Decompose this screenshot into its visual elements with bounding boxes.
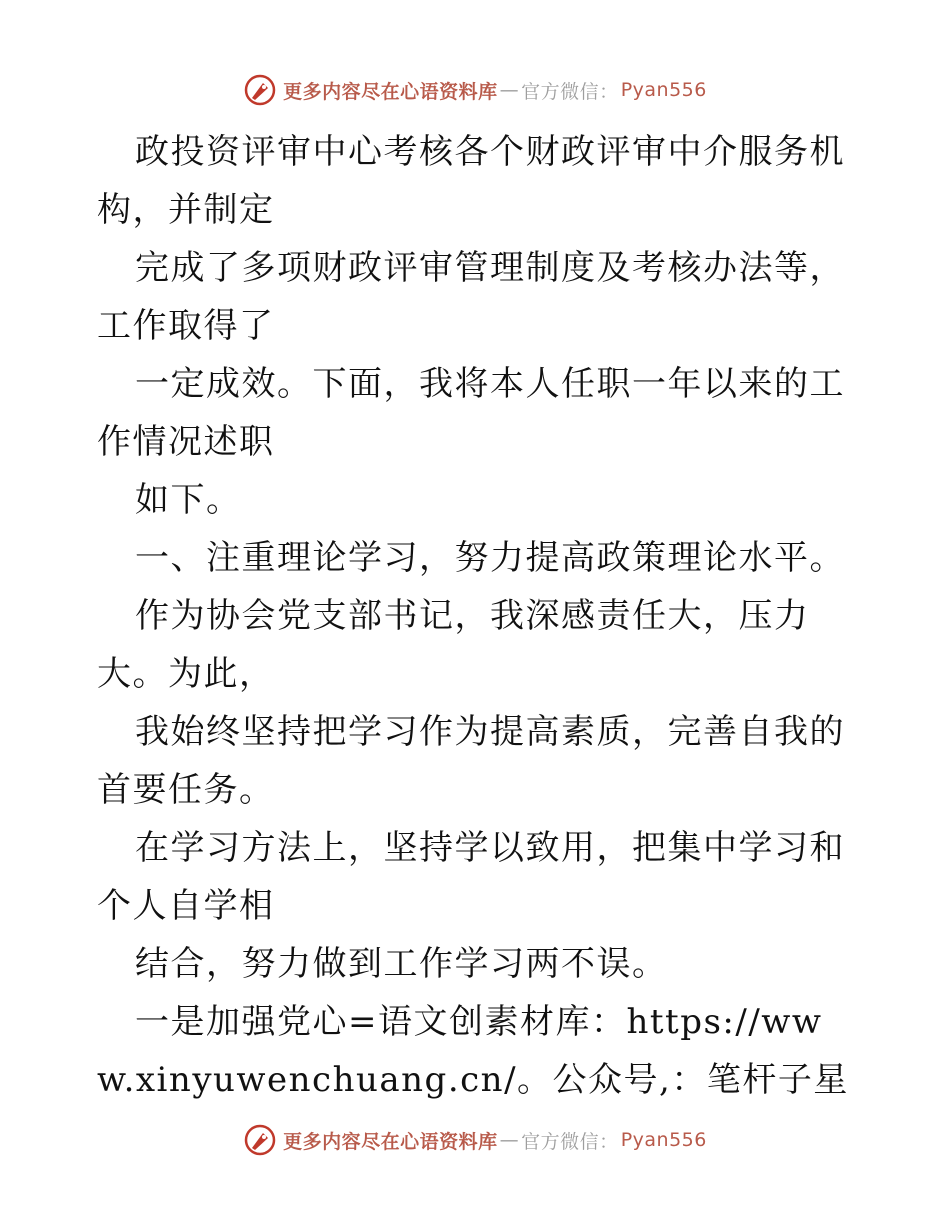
document-body [97, 123, 857, 1109]
paragraph: 如下。 [135, 480, 242, 520]
paragraph: 在学习方法上，坚持学以致用，把集中学习和个人自学相 [97, 828, 845, 926]
banner-separator: — [499, 1129, 520, 1151]
banner-text: 更多内容尽在心语资料库 [283, 80, 498, 103]
paragraph: 完成了多项财政评审管理制度及考核办法等，工作取得了 [97, 248, 845, 346]
banner-separator: — [499, 79, 520, 101]
banner-wechat-id: Pyan556 [620, 1129, 707, 1151]
banner-text: 更多内容尽在心语资料库 [283, 1130, 498, 1153]
section-heading: 一、注重理论学习，努力提高政策理论水平。 [135, 538, 845, 578]
paragraph: 我始终坚持把学习作为提高素质，完善自我的首要任务。 [97, 712, 845, 810]
paragraph: 结合，努力做到工作学习两不误。 [135, 944, 668, 984]
banner-official-label: 官方微信： [521, 80, 619, 103]
header-watermark-banner [0, 70, 950, 110]
paragraph: 一是加强党心=语文创素材库：https://www.xinyuwenchuang.cn/。公众号,：笔杆子星 [97, 1002, 849, 1100]
paragraph: 一定成效。下面，我将本人任职一年以来的工作情况述职 [97, 364, 845, 462]
paragraph: 作为协会党支部书记，我深感责任大，压力大。为此， [97, 596, 810, 694]
paragraph: 政投资评审中心考核各个财政评审中介服务机构，并制定 [97, 132, 845, 230]
footer-watermark-banner [0, 1120, 950, 1160]
pen-nib-icon [243, 73, 277, 107]
banner-official-label: 官方微信： [521, 1130, 619, 1153]
banner-wechat-id: Pyan556 [620, 79, 707, 101]
pen-nib-icon [243, 1123, 277, 1157]
